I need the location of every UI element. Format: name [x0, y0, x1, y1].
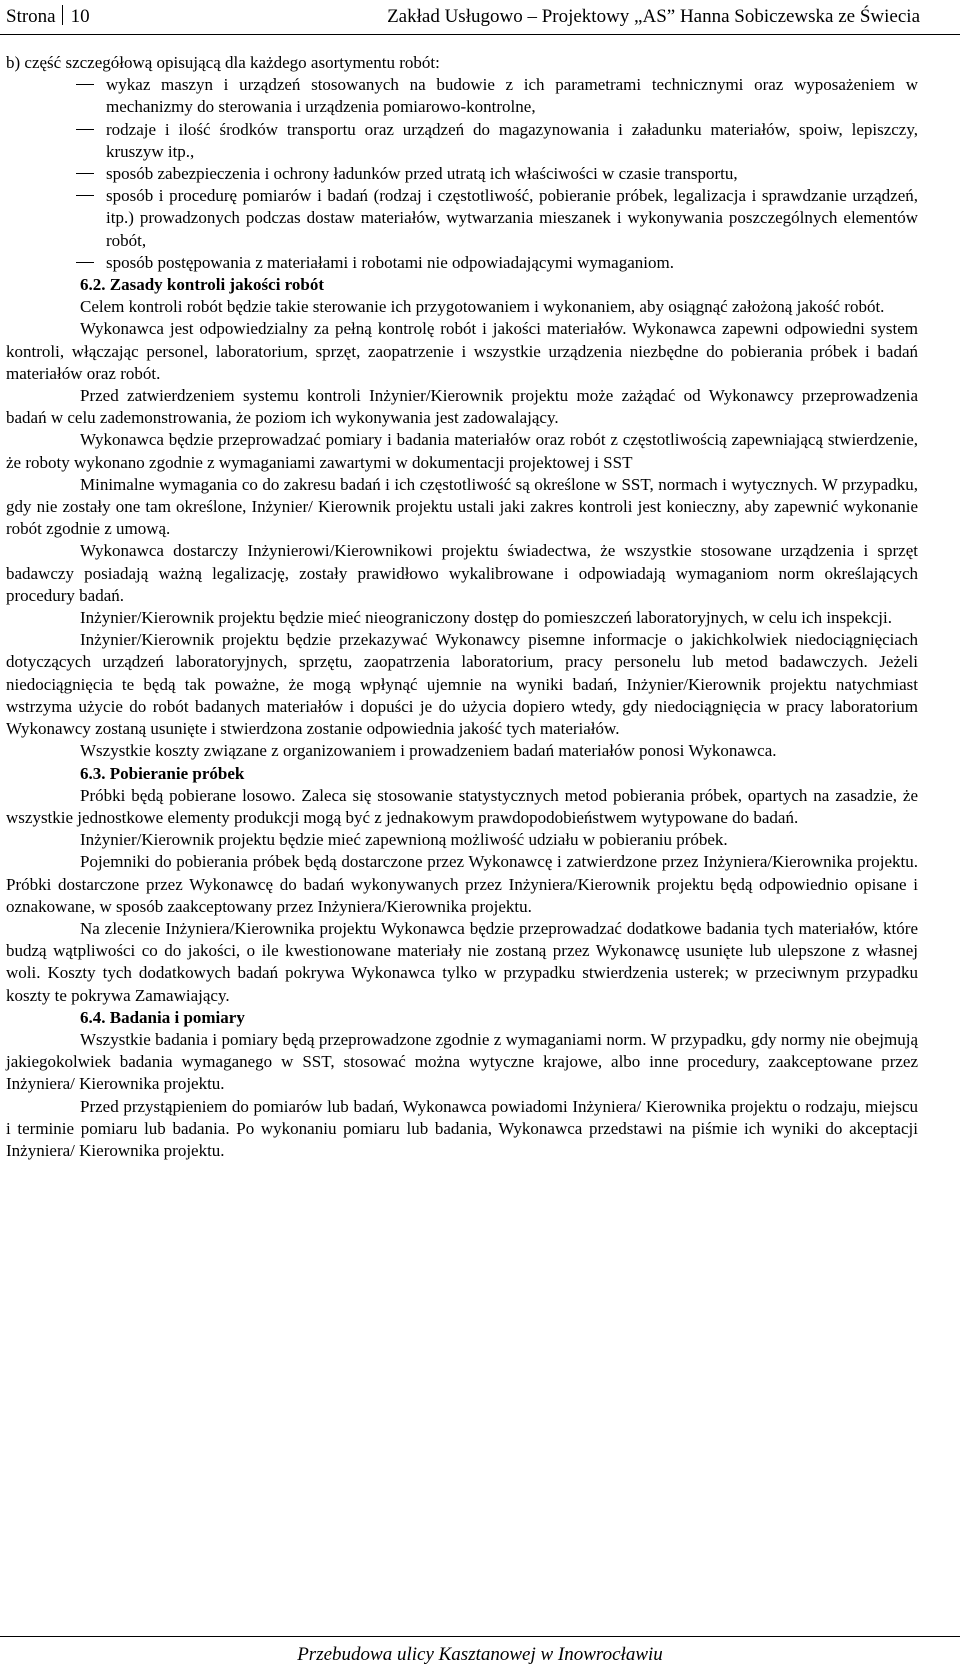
header-divider	[0, 34, 960, 35]
page-number-value: 10	[70, 6, 90, 27]
dash-bullet-icon	[76, 84, 94, 85]
paragraph: Inżynier/Kierownik projektu będzie mieć zapewnioną możliwość udziału w pobieraniu próbek.	[80, 830, 728, 850]
paragraph: Wszystkie koszty związane z organizowaniem i prowadzeniem badań materiałów ponosi Wykonawca.	[80, 741, 777, 761]
section-6-2-heading: 6.2. Zasady kontroli jakości robót	[80, 275, 325, 295]
section-6-4-heading: 6.4. Badania i pomiary	[80, 1007, 245, 1027]
page-number	[6, 3, 90, 30]
paragraph: Próbki będą pobierane losowo. Zaleca się stosowanie statystycznych metod pobierania próbek, opartych na zasadzie, że wszystkie jednostkowe elementy produkcji mogą być z jednakowym prawdopodobieństwem wytypowane do badań.	[6, 785, 918, 827]
page-footer: Przebudowa ulicy Kasztanowej w Inowrocławiu	[297, 1644, 663, 1665]
list-item: wykaz maszyn i urządzeń stosowanych na budowie z ich parametrami technicznymi oraz wyposażeniem w mechanizmy do sterowania i urządzenia pomiarowo-kontrolne,	[6, 74, 918, 118]
paragraph: Wykonawca będzie przeprowadzać pomiary i badania materiałów oraz robót z częstotliwością zapewniającą stwierdzenie, że roboty wykonano zgodnie z wymaganiami zawartymi w dokumentacji projektowej i SST	[6, 430, 918, 472]
paragraph: Wykonawca dostarczy Inżynierowi/Kierownikowi projektu świadectwa, że wszystkie stosowane urządzenia i sprzęt badawczy posiadają ważną legalizację, zostały prawidłowo wykalibrowane i odpowiadają wymaganiom norm określających procedury badań.	[6, 541, 918, 605]
document-body	[6, 52, 918, 1162]
footer-divider	[0, 1636, 960, 1637]
paragraph: Inżynier/Kierownik projektu będzie mieć nieograniczony dostęp do pomieszczeń laboratoryjnych, w celu ich inspekcji.	[80, 608, 892, 628]
section-b-intro: b) część szczegółową opisującą dla każdego asortymentu robót:	[6, 53, 440, 72]
paragraph: Wykonawca jest odpowiedzialny za pełną kontrolę robót i jakości materiałów. Wykonawca zapewni odpowiedni system kontroli, włączając personel, laboratorium, sprzęt, zaopatrzenie i wszystkie urządzenia niezbędne do pobierania próbek i badań materiałów oraz robót.	[6, 319, 918, 383]
page-header	[6, 3, 920, 33]
paragraph: Przed przystąpieniem do pomiarów lub badań, Wykonawca powiadomi Inżyniera/ Kierownika projektu o rodzaju, miejscu i terminie pomiaru lub badania. Po wykonaniu pomiaru lub badania, Wykonawca przedstawi na piśmie ich wyniki do akceptacji Inżyniera/ Kierownika projektu.	[6, 1096, 918, 1160]
page-label: Strona	[6, 6, 56, 27]
dash-bullet-icon	[76, 173, 94, 174]
list-item: sposób postępowania z materiałami i robotami nie odpowiadającymi wymaganiom.	[6, 252, 918, 274]
paragraph: Minimalne wymagania co do zakresu badań i ich częstotliwość są określone w SST, normach i wytycznych. W przypadku, gdy nie zostały one tam określone, Inżynier/ Kierownik projektu ustali jaki zakres kontroli jest konieczny, aby zapewnić wykonanie robót zgodnie z umową.	[6, 474, 918, 539]
paragraph: Inżynier/Kierownik projektu będzie przekazywać Wykonawcy pisemne informacje o jakichkolwiek niedociągnięciach dotyczących urządzeń laboratoryjnych, sprzętu, zaopatrzenia laboratorium, pracy personelu lub metod badawczych. Jeżeli niedociągnięcia te będą tak poważne, że mogą wpłynąć ujemnie na wyniki badań, Inżynier/Kierownik projektu natychmiast wstrzyma użycie do robót badanych materiałów i dopuści je do użycia dopiero wtedy, gdy niedociągnięcia w pracy laboratorium Wykonawcy zostaną usunięte i stwierdzona zostanie odpowiednia jakość tych materiałów.	[6, 630, 918, 739]
paragraph: Wszystkie badania i pomiary będą przeprowadzone zgodnie z wymaganiami norm. W przypadku, gdy normy nie obejmują jakiegokolwiek badania wymaganego w SST, stosować można wytyczne krajowe, albo inne procedury, zaakceptowane przez Inżyniera/ Kierownika projektu.	[6, 1029, 918, 1094]
paragraph: Przed zatwierdzeniem systemu kontroli Inżynier/Kierownik projektu może zażądać od Wykonawcy przeprowadzenia badań w celu zademonstrowania, że poziom ich wykonywania jest zadowalający.	[6, 386, 918, 428]
section-b-list	[6, 74, 918, 274]
section-6-3-heading: 6.3. Pobieranie próbek	[80, 763, 245, 783]
list-item: sposób i procedurę pomiarów i badań (rodzaj i częstotliwość, pobieranie próbek, legalizacja i sprawdzanie urządzeń, itp.) prowadzonych podczas dostaw materiałów, wytwarzania mieszanek i wykonywania poszczególnych elementów robót,	[6, 185, 918, 252]
header-separator	[62, 5, 63, 25]
list-item: rodzaje i ilość środków transportu oraz urządzeń do magazynowania i załadunku materiałów, spoiw, lepiszczy, kruszyw itp.,	[6, 119, 918, 163]
paragraph: Na zlecenie Inżyniera/Kierownika projektu Wykonawca będzie przeprowadzać dodatkowe badania tych materiałów, które budzą wątpliwości co do jakości, o ile kwestionowane materiały nie zostaną przez Wykonawcę usunięte lub ulepszone z własnej woli. Koszty tych dodatkowych badań pokrywa Wykonawca tylko w przypadku stwierdzenia usterek; w przeciwnym przypadku koszty te pokrywa Zamawiający.	[6, 918, 918, 1005]
paragraph: Pojemniki do pobierania próbek będą dostarczone przez Wykonawcę i zatwierdzone przez Inżyniera/Kierownika projektu. Próbki dostarczone przez Wykonawcę do badań wykonywanych przez Inżyniera/Kierownik projektu będą odpowiednio opisane i oznakowane, w sposób zaakceptowany przez Inżyniera/Kierownika projektu.	[6, 852, 918, 916]
dash-bullet-icon	[76, 262, 94, 263]
list-item: sposób zabezpieczenia i ochrony ładunków przed utratą ich właściwości w czasie transportu,	[6, 163, 918, 185]
dash-bullet-icon	[76, 129, 94, 130]
dash-bullet-icon	[76, 195, 94, 196]
company-name: Zakład Usługowo – Projektowy „AS” Hanna Sobiczewska ze Świecia	[387, 6, 920, 27]
paragraph: Celem kontroli robót będzie takie sterowanie ich przygotowaniem i wykonaniem, aby osiągnąć założoną jakość robót.	[80, 297, 885, 317]
